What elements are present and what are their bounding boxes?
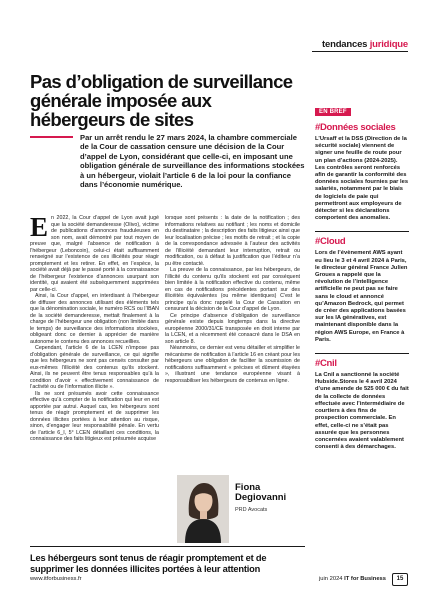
paragraph: Ainsi, la Cour d’appel, en interdisant à l’hébergeur de diffuser des annonces utilisant des éléments tels que la dénomination sociale, le numéro RCS ou l’IBAN de la société demanderesse, mettait finalement à la charge de l’hébergeur une obligation (non limitée dans le temps) de surveillance des informations stockées, obligeant donc ce dernier à apprécier de manière autonome le contenu des annonces recueillies. [30,293,159,345]
sidebar-heading: #Données sociales [315,122,396,133]
paragraph: Cependant, l’article 6 de la LCEN n’impose pas d’obligation générale de surveillance, ce qui signifie que les hébergeurs ne sont pas censés consulter par eux-mêmes l’illicéité des contenus qu’ils stockent. Ainsi, ils ne peuvent être tenus responsables qu’à la condition d’avoir « effectivement connaissance de l’activité ou de l’information illicite ». [30,345,159,390]
author-last-name: Degiovanni [235,492,287,503]
author-photo [177,475,229,543]
pull-quote: Les hébergeurs sont tenus de réagir promptement et de supprimer les données illicites portées à leur attention [30,553,267,574]
rubric-main: tendances [322,39,370,50]
author-role: PRD Avocats [235,507,268,513]
footer-date: juin 2024 [318,576,345,582]
page-footer [30,573,408,583]
footer-issue [319,576,386,582]
author-portrait-icon [177,475,229,543]
article-lead: Par un arrêt rendu le 27 mars 2024, la chambre commerciale de la Cour de cassation censure une décision de la Cour d’appel de Lyon, considérant que celle-ci, en imposant une obligation générale de surveillance des informations stockées à un hébergeur, violait l’article 6 de la loi pour la confiance dans l’économie numérique. [80,133,305,190]
paragraph: La preuve de la connaissance, par les hébergeurs, de l’illicité du contenu qu’ils stockent est par conséquent bien limitée à la notification effective du contenu, même en cas de notifications précédentes portant sur des illicéités équivalentes (ou même identiques) C’est le principe qu’a donc rappelé la Cour de Cassation en censurant la décision de la Cour d’appel de Lyon. [165,267,300,312]
paragraph: Ils ne sont présumés avoir cette connaissance effective qu’à compter de la notification qui leur en est apportée par autrui. Auquel cas, les hébergeurs sont tenus de réagir promptement et de supprimer les données illicites portées à leur attention au risque, sinon, d’engager leur responsabilité pénale. En vertu de l’article 6_I, 5° LCEN détaillant ces conditions, la connaissance des faits litigieux est présumée acquise [30,390,159,442]
paragraph-text: n 2022, la Cour d’appel de Lyon avait jugé que la société demanderesse (Olivo), victime de publications d’annonces frauduleuses en son nom, avait démontré par tout moyen de preuve que, malgré l’absence de notification à l’hébergeur (Leboncoin), celui-ci était suffisamment renseigné sur l’existence de ces illicéités pour réagir promptement et les retirer. En effet, en l’espèce, la société avait déjà par le passé porté à la connaissance de l’hébergeur l’existence d’annonces usurpant son identité, qui avaient été subséquemment supprimées par celle-ci. [30,215,159,293]
sidebar-divider [315,231,409,232]
sidebar-text: La Cnil a sanctionné la société Hubside.Stores le 4 avril 2024 d’une amende de 525 000 € du fait de la collecte de données effectuée avec l’intermédiaire de courtiers à des fins de prospection commerciale. En effet, celle-ci ne s’était pas assurée que les personnes concernées avaient valablement consenti à des démarchages. [315,372,409,451]
lead-accent-bar [30,136,73,138]
section-rubric [322,39,408,50]
paragraph [30,212,159,293]
news-sidebar [315,100,409,460]
author-block [177,475,307,545]
article-title: Pas d’obligation de surveillance générale imposée aux hébergeurs de sites [30,71,293,130]
page-number: 15 [392,573,408,586]
paragraph: Ce principe d’absence d’obligation de surveillance générale existe depuis longtemps dans la directive européenne 2000/31/CE transposée en droit interne par la LCEN, et a récemment été consacré dans le DSA en son article 8. [165,312,300,345]
sidebar-divider [315,353,409,354]
rubric-accent: juridique [369,39,408,50]
sidebar-heading: #Cloud [315,236,346,248]
footer-brand: IT for Business [344,576,386,582]
sidebar-text: Lors de l’évènement AWS ayant eu lieu le 3 et 4 avril 2024 à Paris, le directeur général France Julien Groues a rappelé que la révolution de l’intelligence artificielle ne peut pas se faire sans le cloud et annoncé qu’Amazon Bedrock, qui permet de créer des applications basées sur les IA génératives, est maintenant disponible dans la région AWS Europe, en France à Paris. [315,250,408,343]
quote-rule-top [30,546,305,547]
paragraph: Néanmoins, ce dernier est venu détailler et simplifier le mécanisme de notification à l’article 16 en créant pour les hébergeurs une obligation de faciliter la soumission de notifications suffisamment « précises et dûment étayées », illustrant une tendance européenne visant à responsabiliser les hébergeurs de contenus en ligne. [165,345,300,384]
sidebar-tag: EN BREF [315,108,351,116]
header-rule [312,51,408,52]
author-name [235,483,286,503]
sidebar-heading: #Cnil [315,358,337,370]
drop-cap: E [30,212,49,242]
footer-url[interactable]: www.itforbusiness.fr [30,576,82,582]
article-column-2 [165,215,300,384]
sidebar-text: L’Ursaff et la DSS (Direction de la sécurité sociale) viennent de signer une feuille de route pour un plan d’actions (2024-2025). Les contrôles seront renforcés afin de garantir la conformité des données sociales fournies par les salariés, notamment par le biais de logiciels de paie qui permettront aux employeurs de détecter si les déclarations comportent des anomalies. [315,136,409,222]
article-column-1 [30,212,159,443]
author-first-name: Fiona [235,482,261,493]
paragraph: lorsque sont présents : la date de la notification ; des informations relatives au notifiant ; les noms et domicile du destinataire ; la description des faits litigieux ainsi que leur localisation précise ; les motifs de retrait ; et la copie de la correspondance adressée à l’auteur des activités de l’illicéité demandant leur interruption, retrait ou modification, ou à défaut la justification que l’éditeur n’a pu être contacté. [165,215,300,267]
